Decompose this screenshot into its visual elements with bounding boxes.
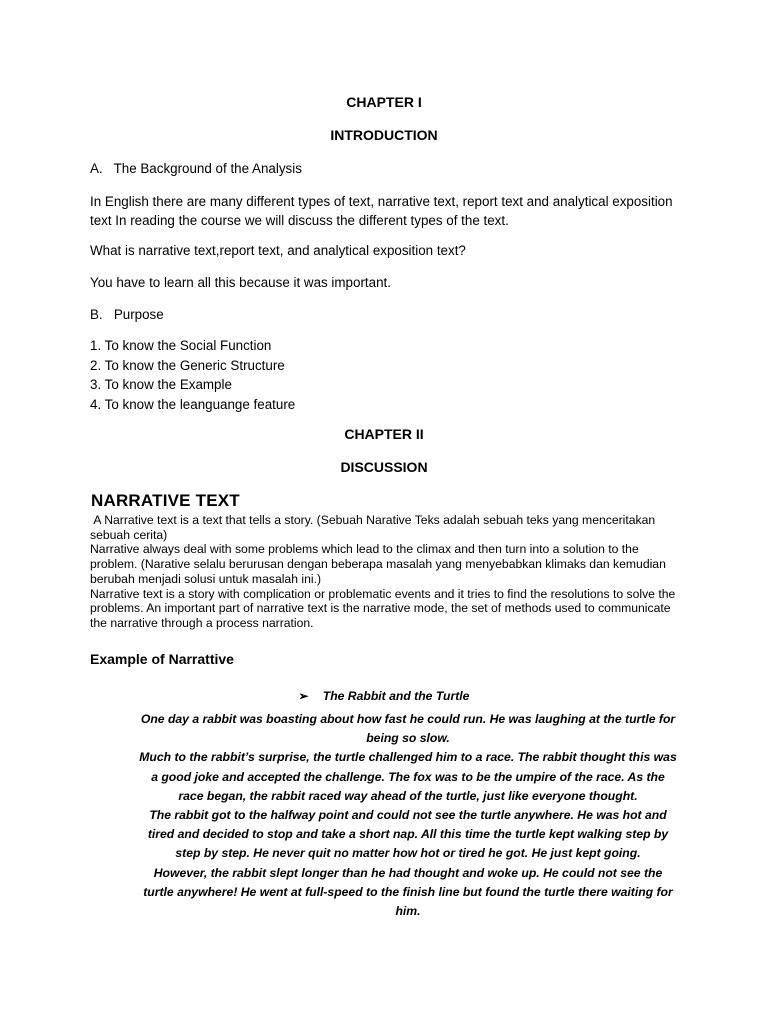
narrative-text-title: NARRATIVE TEXT [91,491,240,510]
discussion-heading: DISCUSSION [340,459,428,475]
list-item: 1. To know the Social Function [90,338,272,353]
story-paragraph: The rabbit got to the halfway point and could not see the turtle anywhere. He was hot and tired and decided to stop and take a short nap. All this time the turtle kept walking step by step by step. He never quit no matter how hot or tired he got. He just kept going. [147,808,669,861]
intro-paragraph: In English there are many different types of text, narrative text, report text and analytical exposition text In reading the course we will discuss the different types of the text. [90,194,673,228]
chapter-2-heading: CHAPTER II [344,426,424,442]
section-b-heading: B. Purpose [90,307,164,322]
list-item: 2. To know the Generic Structure [90,357,285,373]
story-title: The Rabbit and the Turtle [322,689,470,703]
narrative-definition [90,513,680,631]
story-paragraph: One day a rabbit was boasting about how fast he could run. He was laughing at the turtle for being so slow. [140,712,676,746]
reason-paragraph: You have to learn all this because it was important. [90,275,391,290]
section-a-heading: A. The Background of the Analysis [90,161,302,176]
arrow-bullet-icon: ➢ [298,689,309,703]
question-paragraph: What is narrative text,report text, and analytical exposition text? [90,243,466,258]
list-item: 3. To know the Example [90,377,232,392]
introduction-heading: INTRODUCTION [330,127,438,143]
narrative-paragraph: A Narrative text is a text that tells a story. (Sebuah Narative Teks adalah sebuah teks yang menceritakan sebuah cerita) [90,513,659,542]
example-heading: Example of Narrattive [90,651,234,667]
purpose-list [90,336,680,414]
narrative-paragraph: Narrative always deal with some problems which lead to the climax and then turn into a solution to the problem. (Narative selalu berurusan dengan beberapa masalah yang menyebabkan klimaks dan kemudian berubah menjadi solusi untuk masalah ini.) [90,542,666,586]
list-item: 4. To know the leanguange feature [90,396,296,412]
story-body [138,710,678,921]
story-paragraph: Much to the rabbit’s surprise, the turtle challenged him to a race. The rabbit thought this was a good joke and accepted the challenge. The fox was to be the umpire of the race. As the race began, the rabbit raced way ahead of the turtle, just like everyone thought. [139,750,677,803]
chapter-1-heading: CHAPTER I [346,94,422,110]
story-paragraph: However, the rabbit slept longer than he had thought and woke up. He could not see the turtle anywhere! He went at full-speed to the finish line but found the turtle there waiting for him. [143,865,673,919]
narrative-paragraph: Narrative text is a story with complication or problematic events and it tries to find the resolutions to solve the problems. An important part of narrative text is the narrative mode, the set of methods used to communicate the narrative through a process narration. [90,586,676,630]
story-title-line [0,689,768,703]
